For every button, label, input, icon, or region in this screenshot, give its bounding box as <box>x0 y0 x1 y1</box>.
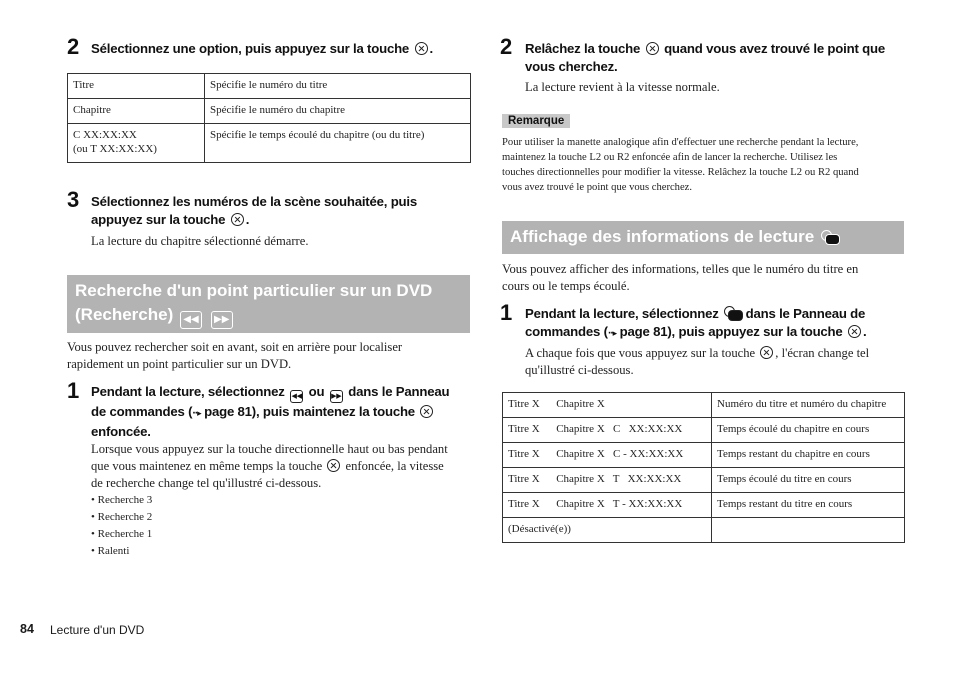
list-item: • Recherche 3 <box>91 492 152 509</box>
cross-button-icon <box>848 325 861 338</box>
table-row: Titre X Chapitre X C - XX:XX:XX Temps restant du chapitre en cours <box>503 443 905 468</box>
display-info-table <box>502 392 905 543</box>
fast-forward-icon: ▶▶ <box>211 311 233 329</box>
speed-list <box>91 492 152 560</box>
step-title: Pendant la lecture, sélectionnez ◀◀ ou ▶▶ dans le Panneau de commandes (··▸ page 81), puis maintenez la touche enfoncée. <box>91 384 450 439</box>
table-row: (Désactivé(e)) <box>503 518 905 543</box>
section-banner: Recherche d'un point particulier sur un DVD (Recherche) ◀◀ ▶▶ <box>67 275 470 333</box>
step-number: 1 <box>67 378 80 403</box>
step-number: 3 <box>67 187 80 212</box>
section-name: Lecture d'un DVD <box>50 623 145 637</box>
table-row: Titre Spécifie le numéro du titre <box>68 74 471 99</box>
step-number: 2 <box>67 34 80 59</box>
page-reference-arrow-icon: ··▸ <box>192 409 201 419</box>
table-row: Chapitre Spécifie le numéro du chapitre <box>68 99 471 124</box>
intro-paragraph: Vous pouvez afficher des informations, telles que le numéro du titre en cours ou le temps écoulé. <box>502 262 859 293</box>
rewind-icon: ◀◀ <box>290 390 303 403</box>
cross-button-icon <box>646 42 659 55</box>
intro-paragraph: Vous pouvez rechercher soit en avant, soit en arrière pour localiser rapidement un point particulier sur un DVD. <box>67 340 403 371</box>
step-title: Sélectionnez une option, puis appuyez sur la touche . <box>91 41 434 56</box>
step-body: La lecture du chapitre sélectionné démarre. <box>91 234 309 248</box>
step-body: Lorsque vous appuyez sur la touche directionnelle haut ou bas pendant que vous maintenez en même temps la touche enfoncée, la vitesse de recherche change tel qu'illustré ci-dessous. <box>91 442 448 490</box>
step-title: Sélectionnez les numéros de la scène souhaitée, puis appuyez sur la touche . <box>91 194 417 227</box>
cross-button-icon <box>760 346 773 359</box>
note-text: Pour utiliser la manette analogique afin d'effectuer une recherche pendant la lecture, maintenez la touche L2 ou R2 enfoncée afin de lancer la recherche. Utilisez les touches directionnelles pour modifier la vitesse. Relâchez la touche L2 ou R2 quand vous avez trouvé le point que vous cherchez. <box>502 137 859 193</box>
option-table <box>67 73 471 163</box>
table-row: Titre X Chapitre X C XX:XX:XX Temps écoulé du chapitre en cours <box>503 418 905 443</box>
section-banner: Affichage des informations de lecture <box>502 221 904 254</box>
list-item: • Recherche 2 <box>91 509 152 526</box>
table-row: Titre X Chapitre X T XX:XX:XX Temps écoulé du titre en cours <box>503 468 905 493</box>
table-row: Titre X Chapitre X Numéro du titre et numéro du chapitre <box>503 393 905 418</box>
cross-button-icon <box>231 213 244 226</box>
page-reference-arrow-icon: ··▸ <box>607 329 617 339</box>
cross-button-icon <box>420 405 433 418</box>
step-title: Pendant la lecture, sélectionnez dans le Panneau de commandes (··▸ page 81), puis appuyez sur la touche . <box>525 306 867 339</box>
step-body: La lecture revient à la vitesse normale. <box>525 80 720 94</box>
rewind-icon: ◀◀ <box>180 311 202 329</box>
table-row: C XX:XX:XX (ou T XX:XX:XX) Spécifie le temps écoulé du chapitre (ou du titre) <box>68 124 471 163</box>
fast-forward-icon: ▶▶ <box>330 390 343 403</box>
display-info-icon <box>722 306 742 320</box>
page-number: 84 <box>20 622 34 636</box>
display-info-icon <box>819 230 839 244</box>
note-label: Remarque <box>502 114 570 128</box>
list-item: • Ralenti <box>91 543 152 560</box>
step-number: 1 <box>500 300 513 325</box>
list-item: • Recherche 1 <box>91 526 152 543</box>
step-title: Relâchez la touche quand vous avez trouvé le point que vous cherchez. <box>525 41 885 74</box>
table-row: Titre X Chapitre X T - XX:XX:XX Temps restant du titre en cours <box>503 493 905 518</box>
cross-button-icon <box>327 459 340 472</box>
step-number: 2 <box>500 34 513 59</box>
step-body: A chaque fois que vous appuyez sur la touche , l'écran change tel qu'illustré ci-dessous. <box>525 346 870 377</box>
cross-button-icon <box>415 42 428 55</box>
